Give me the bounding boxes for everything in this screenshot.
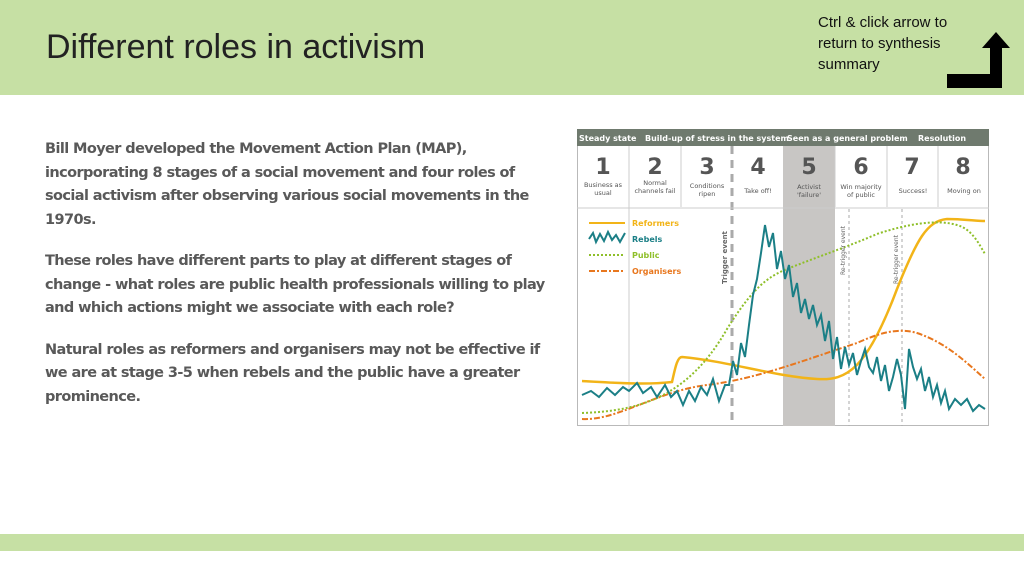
body-text xyxy=(45,138,545,427)
phase-label-general: Seen as a general problem xyxy=(787,134,908,143)
stage-number: 5 xyxy=(801,155,817,180)
trigger-event-label: Trigger event xyxy=(721,231,729,284)
legend-label-organisers: Organisers xyxy=(632,267,682,276)
stage-label: Win majority of public xyxy=(840,183,882,199)
movement-action-plan-diagram xyxy=(577,129,989,426)
stage-number: 7 xyxy=(904,155,920,180)
re-trigger-event-label-2: Re-trigger event xyxy=(893,234,900,284)
re-trigger-event-label-1: Re-trigger event xyxy=(840,225,847,275)
stage-number: 8 xyxy=(955,155,971,180)
footer-band xyxy=(0,534,1024,551)
stage-label: Normal channels fail xyxy=(634,179,676,195)
legend-label-rebels: Rebels xyxy=(632,235,663,244)
return-arrow-icon[interactable] xyxy=(942,30,1012,90)
stage-number: 1 xyxy=(595,155,611,180)
legend-label-reformers: Reformers xyxy=(632,219,679,228)
navigation-note: Ctrl & click arrow to return to synthesis summary xyxy=(818,14,948,73)
stage-number: 6 xyxy=(853,155,869,180)
paragraph-map-intro: Bill Moyer developed the Movement Action Plan (MAP), incorporating 8 stages of a social movement and four roles of social activism after observing various social movements in the 1970s. xyxy=(45,141,529,228)
stage-label: Activist 'failure' xyxy=(796,183,822,199)
stage-label: Success! xyxy=(898,187,928,195)
legend-label-public: Public xyxy=(632,251,660,260)
stage-label: Take off! xyxy=(744,187,772,195)
phase-label-buildup: Build-up of stress in the system xyxy=(645,134,789,143)
paragraph-roles-question: These roles have different parts to play at different stages of change - what roles are public health professionals willing to play and which actions might we associate with each role? xyxy=(45,253,545,316)
stage-label: Moving on xyxy=(947,187,981,195)
stage-number: 2 xyxy=(647,155,663,180)
slide-title: Different roles in activism xyxy=(46,28,426,66)
stage-label: Business as usual xyxy=(583,181,623,197)
paragraph-stage-effectiveness: Natural roles as reformers and organisers may not be effective if we are at stage 3-5 when rebels and the public have a greater prominence. xyxy=(45,341,540,405)
stage-number: 3 xyxy=(699,155,715,180)
stage-label: Conditions ripen xyxy=(689,182,725,198)
phase-label-steady: Steady state xyxy=(579,134,637,143)
stage-number: 4 xyxy=(750,155,766,180)
phase-label-resolution: Resolution xyxy=(918,134,967,143)
